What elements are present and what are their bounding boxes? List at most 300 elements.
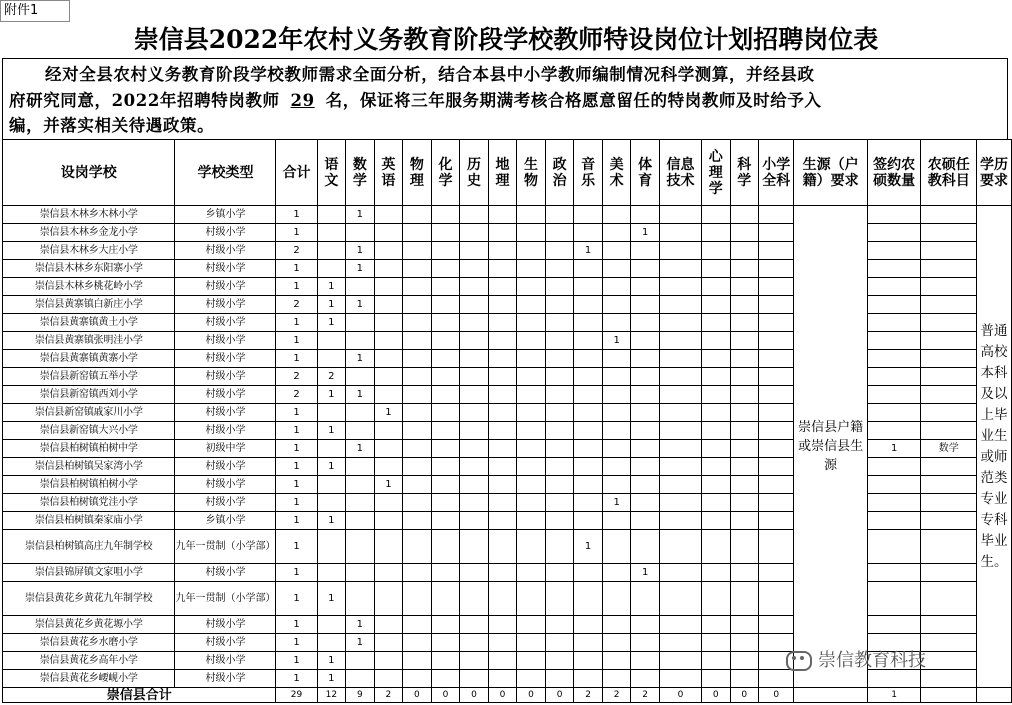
subject-cell: [702, 242, 731, 260]
table-row: [3, 206, 1012, 224]
subject-cell: 1: [346, 634, 375, 652]
signed-count-cell: [867, 422, 921, 440]
school-type-cell: 初级中学: [175, 440, 276, 458]
subject-cell: [659, 440, 701, 458]
subject-cell: [403, 670, 432, 688]
total-cell: 1: [276, 634, 317, 652]
subject-cell: [730, 440, 759, 458]
subject-cell: [702, 476, 731, 494]
subject-cell: [374, 206, 403, 224]
subject-cell: [759, 564, 794, 582]
subject-cell: [517, 314, 546, 332]
subject-cell: [545, 332, 574, 350]
total-cell: 1: [276, 332, 317, 350]
subject-cell: [730, 564, 759, 582]
school-cell: 崇信县黄花乡崾岘小学: [3, 670, 175, 688]
subject-cell: [574, 422, 603, 440]
col-header-edu: 学历要求: [977, 140, 1012, 206]
subject-cell: [659, 652, 701, 670]
subject-cell: [574, 314, 603, 332]
subject-cell: [702, 512, 731, 530]
subject-cell: [488, 512, 517, 530]
farm-subject-cell: [921, 512, 977, 530]
subject-cell: [659, 670, 701, 688]
school-cell: 崇信县木林乡东阳寨小学: [3, 260, 175, 278]
subject-cell: [574, 296, 603, 314]
total-cell: 1: [276, 582, 317, 616]
subject-cell: [488, 476, 517, 494]
subject-cell: [759, 206, 794, 224]
subject-cell: 1: [317, 670, 346, 688]
subject-cell: [431, 652, 460, 670]
subject-cell: [545, 314, 574, 332]
subject-cell: 1: [346, 440, 375, 458]
subject-cell: [730, 206, 759, 224]
farm-subject-cell: [921, 242, 977, 260]
subject-cell: [702, 350, 731, 368]
subject-cell: [702, 386, 731, 404]
subject-cell: 1: [602, 494, 631, 512]
subject-cell: [545, 670, 574, 688]
subject-cell: [659, 296, 701, 314]
subject-cell: [431, 494, 460, 512]
signed-count-cell: [867, 260, 921, 278]
subject-cell: 1: [574, 242, 603, 260]
subject-cell: [574, 652, 603, 670]
subject-cell: [545, 652, 574, 670]
subject-cell: [659, 458, 701, 476]
subject-cell: [374, 440, 403, 458]
subject-cell: [488, 386, 517, 404]
subject-cell: [517, 440, 546, 458]
total-cell: 1: [276, 616, 317, 634]
subject-cell: [317, 224, 346, 242]
total-cell: 1: [276, 206, 317, 224]
subject-cell: [730, 278, 759, 296]
subject-cell: [460, 634, 489, 652]
subject-cell: [431, 224, 460, 242]
subject-cell: [517, 242, 546, 260]
subject-cell: [545, 422, 574, 440]
subject-cell: [488, 652, 517, 670]
subject-cell: [702, 314, 731, 332]
subject-cell: [317, 476, 346, 494]
subject-cell: [631, 422, 660, 440]
subject-cell: [730, 476, 759, 494]
subject-cell: [574, 278, 603, 296]
school-type-cell: 村级小学: [175, 314, 276, 332]
totals-signed: 1: [867, 688, 921, 703]
subject-cell: [659, 582, 701, 616]
subject-cell: [631, 582, 660, 616]
subject-cell: [759, 296, 794, 314]
farm-subject-cell: [921, 458, 977, 476]
subject-cell: [759, 350, 794, 368]
subject-cell: [631, 242, 660, 260]
col-header-subject: 政治: [545, 140, 574, 206]
subject-cell: 1: [346, 616, 375, 634]
subject-cell: [488, 404, 517, 422]
page-title: 崇信县2022年农村义务教育阶段学校教师特设岗位计划招聘岗位表: [133, 25, 879, 54]
intro-line-2: [9, 88, 1001, 114]
col-header-subject: 心理学: [702, 140, 731, 206]
subject-cell: [659, 224, 701, 242]
subject-cell: [346, 530, 375, 564]
subject-cell: [631, 332, 660, 350]
signed-count-cell: 1: [867, 440, 921, 458]
subject-cell: [431, 314, 460, 332]
subject-cell: [374, 296, 403, 314]
subject-cell: [659, 314, 701, 332]
farm-subject-cell: [921, 332, 977, 350]
subject-cell: [374, 494, 403, 512]
subject-cell: [374, 242, 403, 260]
subject-cell: [759, 314, 794, 332]
col-header-subject: 物理: [403, 140, 432, 206]
subject-cell: [460, 278, 489, 296]
subject-cell: [431, 242, 460, 260]
subject-cell: [488, 616, 517, 634]
source-requirement-cell: 崇信县户籍或崇信县生源: [794, 206, 867, 688]
subject-cell: [488, 206, 517, 224]
subject-cell: [431, 350, 460, 368]
subject-cell: [374, 260, 403, 278]
subject-cell: [403, 404, 432, 422]
subject-cell: [574, 616, 603, 634]
subject-cell: [488, 422, 517, 440]
subject-cell: [602, 278, 631, 296]
subject-cell: [460, 404, 489, 422]
school-cell: 崇信县黄花乡高年小学: [3, 652, 175, 670]
col-header-subject: 体育: [631, 140, 660, 206]
subject-cell: [574, 260, 603, 278]
school-type-cell: 村级小学: [175, 278, 276, 296]
subject-cell: [488, 564, 517, 582]
subject-cell: [631, 206, 660, 224]
subject-cell: [374, 224, 403, 242]
subject-cell: [431, 476, 460, 494]
subject-cell: [488, 494, 517, 512]
subject-cell: [659, 564, 701, 582]
subject-cell: [659, 386, 701, 404]
school-cell: 崇信县黄寨镇黄寨小学: [3, 350, 175, 368]
school-cell: 崇信县木林乡金龙小学: [3, 224, 175, 242]
subject-cell: [317, 350, 346, 368]
school-type-cell: 村级小学: [175, 422, 276, 440]
signed-count-cell: [867, 530, 921, 564]
col-header-farm-subject: 农硕任教科目: [921, 140, 977, 206]
total-cell: 2: [276, 242, 317, 260]
subject-cell: [602, 368, 631, 386]
school-cell: 崇信县新窑镇五举小学: [3, 368, 175, 386]
subject-cell: [317, 260, 346, 278]
subject-cell: [488, 314, 517, 332]
subject-cell: 1: [317, 512, 346, 530]
subject-cell: [602, 422, 631, 440]
subject-cell: [545, 530, 574, 564]
subject-cell: [346, 422, 375, 440]
col-header-subject: 小学全科: [759, 140, 794, 206]
signed-count-cell: [867, 242, 921, 260]
subject-cell: [631, 368, 660, 386]
farm-subject-cell: [921, 260, 977, 278]
school-type-cell: 村级小学: [175, 564, 276, 582]
subject-cell: [602, 476, 631, 494]
subject-cell: [545, 582, 574, 616]
subject-cell: [631, 440, 660, 458]
subject-cell: [602, 206, 631, 224]
subject-cell: [403, 458, 432, 476]
school-cell: 崇信县黄寨镇黄土小学: [3, 314, 175, 332]
subject-cell: [545, 368, 574, 386]
subject-cell: [602, 404, 631, 422]
school-cell: 崇信县黄花乡黄花塬小学: [3, 616, 175, 634]
subject-cell: [431, 564, 460, 582]
subject-cell: [460, 386, 489, 404]
subject-cell: [702, 440, 731, 458]
subject-cell: [730, 314, 759, 332]
subject-cell: [517, 494, 546, 512]
subject-cell: [730, 494, 759, 512]
school-cell: 崇信县锦屏镇文家咀小学: [3, 564, 175, 582]
subject-cell: [488, 260, 517, 278]
total-cell: 2: [276, 386, 317, 404]
subject-cell: [702, 404, 731, 422]
subject-cell: 1: [631, 224, 660, 242]
subject-cell: [403, 206, 432, 224]
subject-cell: [460, 350, 489, 368]
totals-subject: 0: [759, 688, 794, 703]
subject-cell: [702, 530, 731, 564]
subject-cell: [574, 332, 603, 350]
subject-cell: [631, 458, 660, 476]
subject-cell: [403, 634, 432, 652]
signed-count-cell: [867, 350, 921, 368]
subject-cell: [631, 296, 660, 314]
subject-cell: [488, 440, 517, 458]
total-cell: 1: [276, 314, 317, 332]
subject-cell: 1: [346, 386, 375, 404]
subject-cell: [517, 386, 546, 404]
subject-cell: [488, 296, 517, 314]
col-header-subject: 音乐: [574, 140, 603, 206]
subject-cell: [602, 564, 631, 582]
subject-cell: [517, 564, 546, 582]
subject-cell: [659, 494, 701, 512]
school-cell: 崇信县新窑镇西刘小学: [3, 386, 175, 404]
subject-cell: [545, 350, 574, 368]
col-header-source: 生源（户籍）要求: [794, 140, 867, 206]
school-cell: 崇信县木林乡木林小学: [3, 206, 175, 224]
farm-subject-cell: [921, 476, 977, 494]
subject-cell: 1: [317, 278, 346, 296]
subject-cell: [374, 582, 403, 616]
col-header-signed: 签约农硕数量: [867, 140, 921, 206]
subject-cell: [374, 332, 403, 350]
total-cell: 2: [276, 368, 317, 386]
subject-cell: [431, 386, 460, 404]
school-cell: 崇信县黄寨镇张明洼小学: [3, 332, 175, 350]
signed-count-cell: [867, 670, 921, 688]
school-type-cell: 村级小学: [175, 652, 276, 670]
total-cell: 1: [276, 260, 317, 278]
total-cell: 1: [276, 652, 317, 670]
subject-cell: [602, 386, 631, 404]
subject-cell: [517, 332, 546, 350]
subject-cell: [431, 368, 460, 386]
subject-cell: 1: [317, 314, 346, 332]
subject-cell: [431, 260, 460, 278]
subject-cell: [602, 616, 631, 634]
school-cell: 崇信县新窑镇大兴小学: [3, 422, 175, 440]
school-type-cell: 村级小学: [175, 242, 276, 260]
subject-cell: [702, 206, 731, 224]
subject-cell: [517, 634, 546, 652]
school-cell: 崇信县黄花乡黄花九年制学校: [3, 582, 175, 616]
subject-cell: [346, 494, 375, 512]
education-requirement-cell: 普通高校本科及以上毕业生或师范类专业专科毕业生。: [977, 206, 1012, 688]
signed-count-cell: [867, 296, 921, 314]
subject-cell: [403, 260, 432, 278]
subject-cell: [431, 332, 460, 350]
subject-cell: [574, 582, 603, 616]
subject-cell: [702, 634, 731, 652]
subject-cell: [346, 582, 375, 616]
subject-cell: [759, 512, 794, 530]
school-type-cell: 村级小学: [175, 616, 276, 634]
school-type-cell: 村级小学: [175, 224, 276, 242]
totals-farm: [921, 688, 977, 703]
subject-cell: [545, 260, 574, 278]
subject-cell: 1: [346, 206, 375, 224]
subject-cell: [431, 582, 460, 616]
subject-cell: [346, 368, 375, 386]
subject-cell: 1: [346, 296, 375, 314]
subject-cell: [631, 386, 660, 404]
subject-cell: [602, 530, 631, 564]
signed-count-cell: [867, 206, 921, 224]
subject-cell: [702, 494, 731, 512]
subject-cell: [702, 616, 731, 634]
subject-cell: [403, 564, 432, 582]
totals-subject: 0: [403, 688, 432, 703]
subject-cell: [702, 278, 731, 296]
col-header-subject: 数学: [346, 140, 375, 206]
subject-cell: [517, 260, 546, 278]
subject-cell: [517, 670, 546, 688]
col-header-subject: 英语: [374, 140, 403, 206]
subject-cell: [346, 512, 375, 530]
subject-cell: [702, 564, 731, 582]
subject-cell: [602, 242, 631, 260]
col-header-school: 设岗学校: [3, 140, 175, 206]
school-cell: 崇信县新窑镇戚家川小学: [3, 404, 175, 422]
subject-cell: [517, 404, 546, 422]
subject-cell: [631, 404, 660, 422]
subject-cell: [631, 634, 660, 652]
subject-cell: [759, 530, 794, 564]
subject-cell: [374, 670, 403, 688]
subject-cell: [517, 422, 546, 440]
subject-cell: [545, 440, 574, 458]
subject-cell: [602, 314, 631, 332]
school-type-cell: 村级小学: [175, 350, 276, 368]
school-type-cell: 村级小学: [175, 260, 276, 278]
subject-cell: 1: [346, 260, 375, 278]
subject-cell: [517, 616, 546, 634]
subject-cell: [317, 530, 346, 564]
subject-cell: [460, 242, 489, 260]
totals-subject: 0: [517, 688, 546, 703]
subject-cell: [702, 296, 731, 314]
subject-cell: [602, 224, 631, 242]
farm-subject-cell: [921, 368, 977, 386]
subject-cell: [517, 368, 546, 386]
col-header-total: 合计: [276, 140, 317, 206]
subject-cell: [403, 296, 432, 314]
farm-subject-cell: [921, 634, 977, 652]
subject-cell: [317, 332, 346, 350]
subject-cell: [517, 512, 546, 530]
signed-count-cell: [867, 564, 921, 582]
subject-cell: [759, 494, 794, 512]
subject-cell: [374, 386, 403, 404]
subject-cell: [431, 634, 460, 652]
total-cell: 1: [276, 512, 317, 530]
subject-cell: [545, 458, 574, 476]
subject-cell: [659, 512, 701, 530]
subject-cell: [403, 652, 432, 670]
subject-cell: [346, 458, 375, 476]
subject-cell: 1: [374, 404, 403, 422]
school-type-cell: 乡镇小学: [175, 512, 276, 530]
totals-subject: 12: [317, 688, 346, 703]
signed-count-cell: [867, 458, 921, 476]
subject-cell: 1: [374, 476, 403, 494]
subject-cell: [545, 242, 574, 260]
total-cell: 2: [276, 296, 317, 314]
farm-subject-cell: [921, 494, 977, 512]
subject-cell: [659, 404, 701, 422]
total-cell: 1: [276, 350, 317, 368]
subject-cell: [702, 422, 731, 440]
subject-cell: [602, 458, 631, 476]
subject-cell: [759, 422, 794, 440]
farm-subject-cell: [921, 224, 977, 242]
farm-subject-cell: [921, 386, 977, 404]
school-type-cell: 村级小学: [175, 494, 276, 512]
subject-cell: [460, 332, 489, 350]
school-cell: 崇信县木林乡大庄小学: [3, 242, 175, 260]
subject-cell: [602, 350, 631, 368]
attachment-label: 附件1: [0, 0, 70, 22]
subject-cell: [730, 242, 759, 260]
subject-cell: [759, 224, 794, 242]
subject-cell: [517, 530, 546, 564]
subject-cell: [488, 224, 517, 242]
subject-cell: [431, 440, 460, 458]
school-cell: 崇信县柏树镇吴家湾小学: [3, 458, 175, 476]
subject-cell: [460, 368, 489, 386]
subject-cell: [574, 494, 603, 512]
subject-cell: [659, 476, 701, 494]
farm-subject-cell: 数学: [921, 440, 977, 458]
subject-cell: [702, 582, 731, 616]
intro-line-2-a: 府研究同意，2022年招聘特岗教师: [9, 90, 280, 110]
totals-subject: 9: [346, 688, 375, 703]
subject-cell: [488, 368, 517, 386]
subject-cell: [517, 296, 546, 314]
